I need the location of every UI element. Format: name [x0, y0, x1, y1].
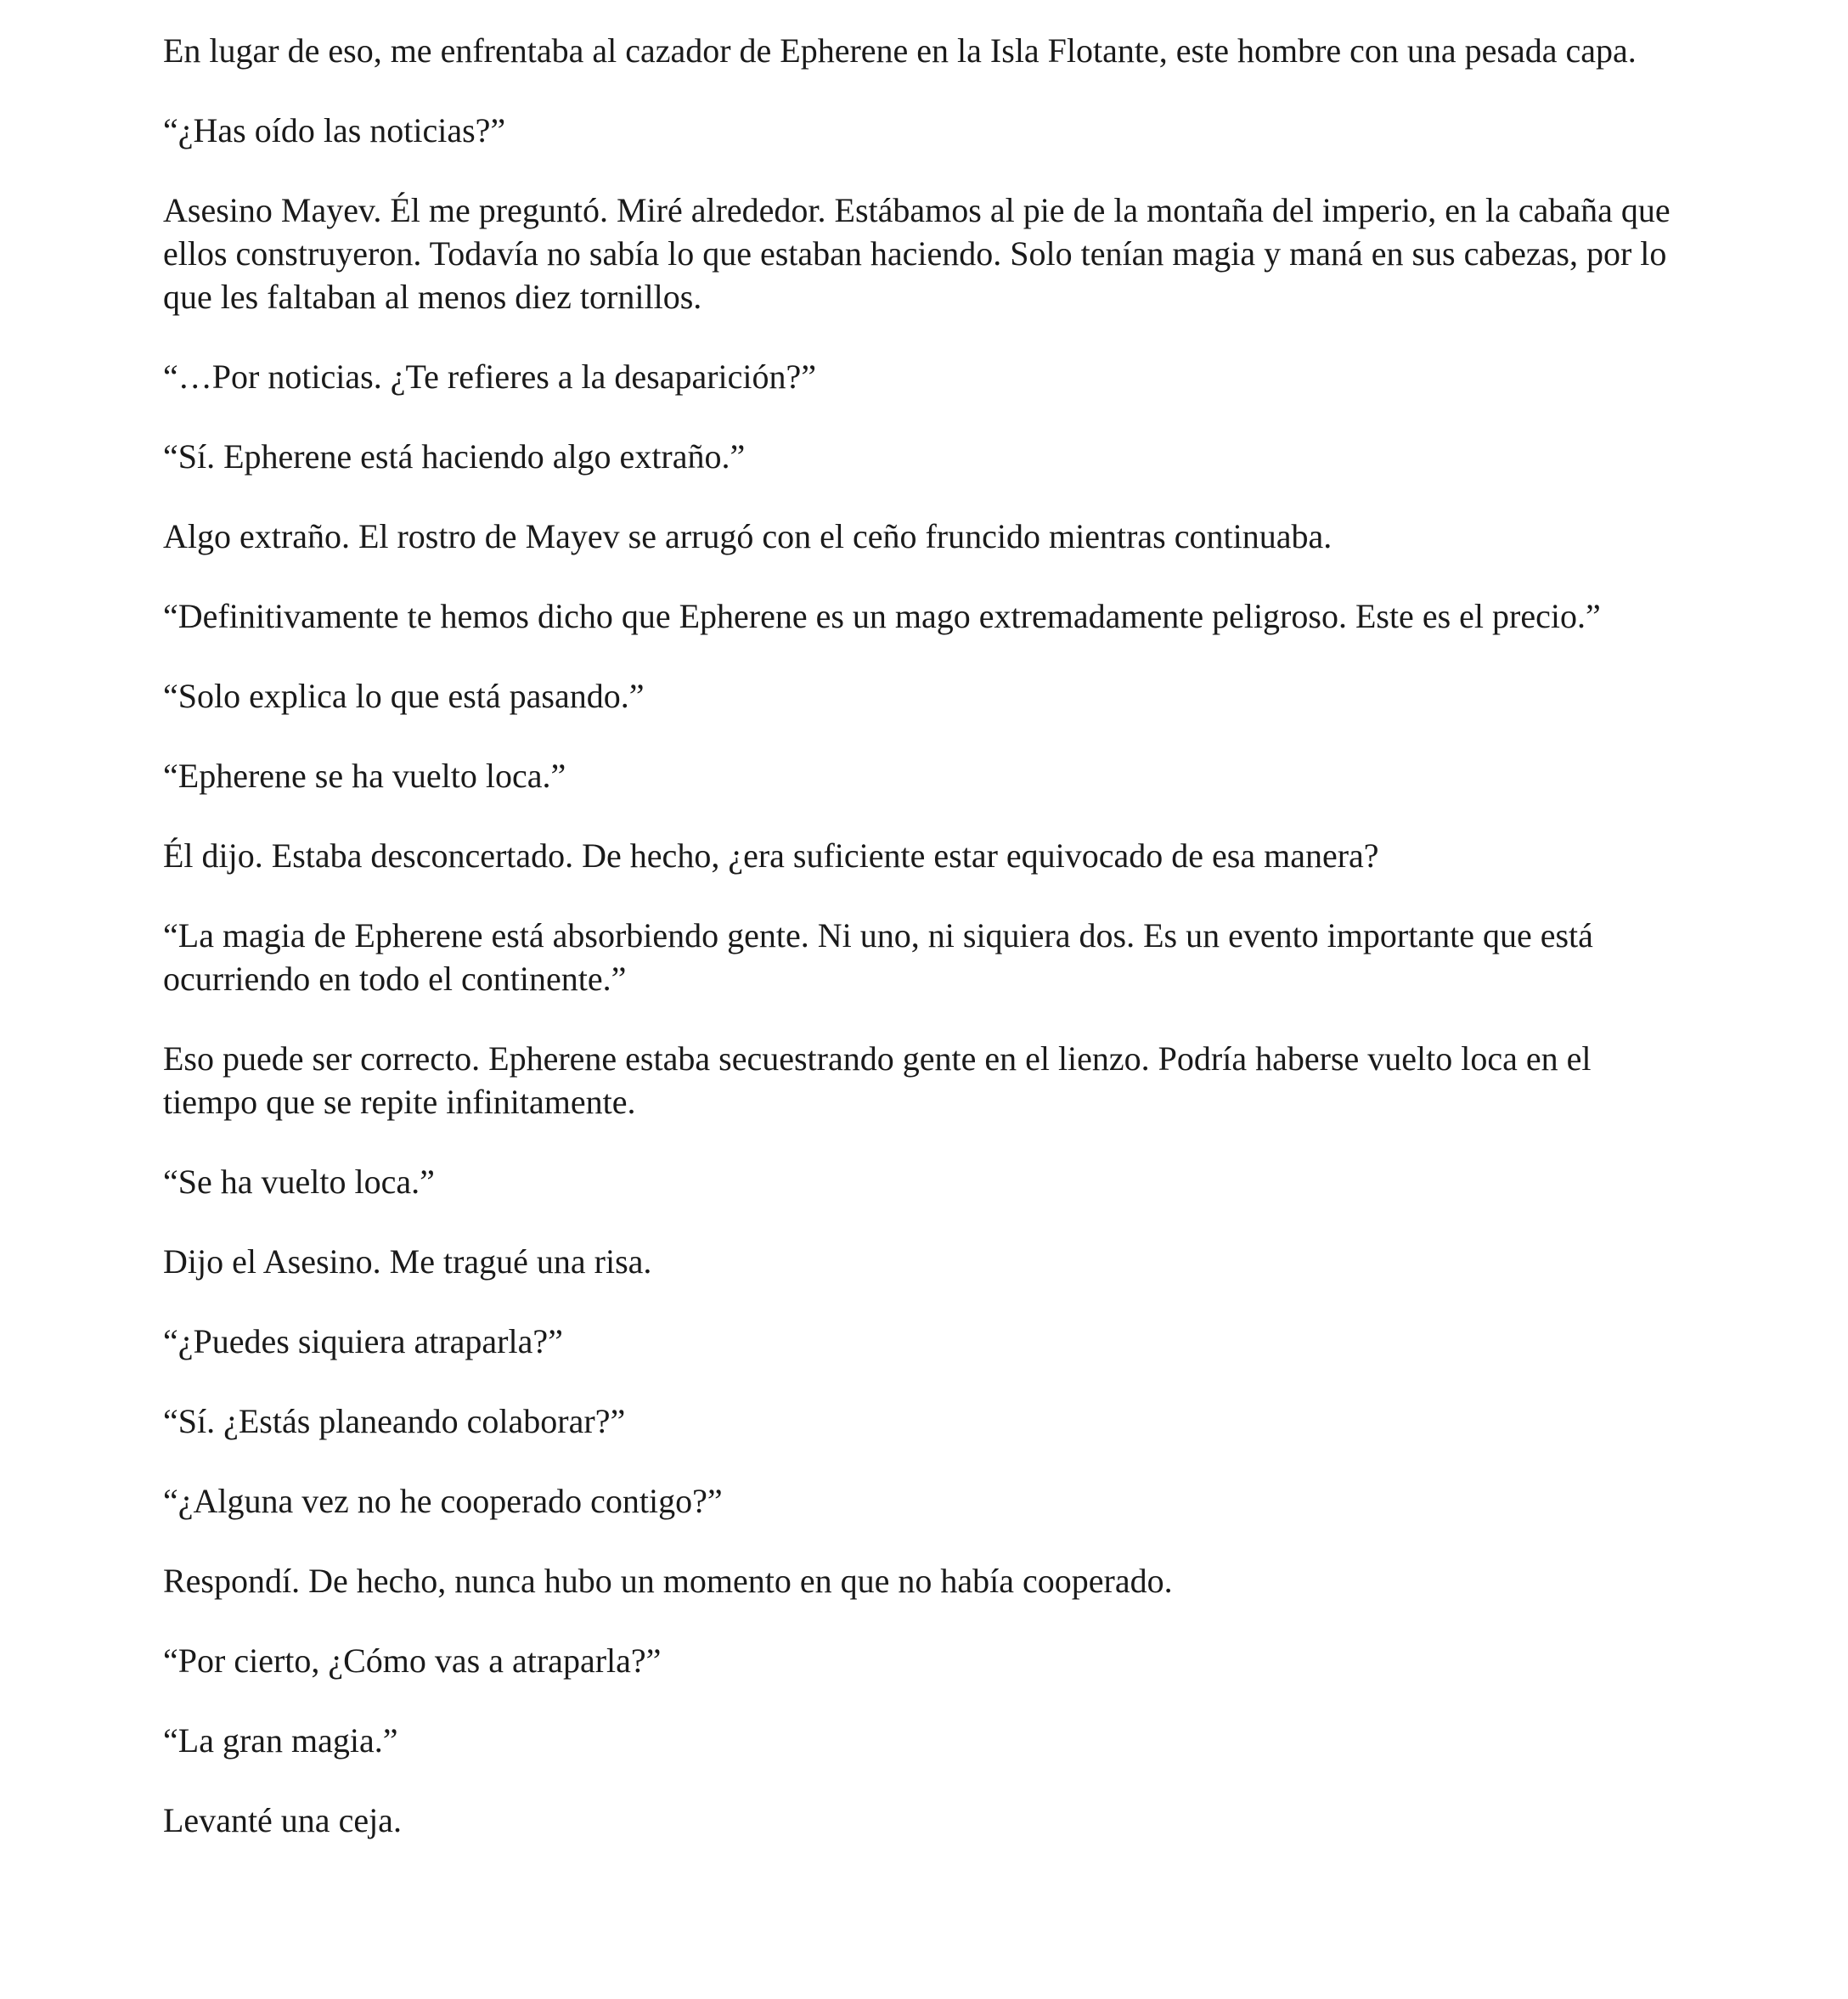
- paragraph: Eso puede ser correcto. Epherene estaba secuestrando gente en el lienzo. Podría haberse vuelto loca en el tiempo que se repite infinitamente.: [163, 1039, 1592, 1121]
- document-page: [163, 29, 1692, 1878]
- paragraph: “Se ha vuelto loca.”: [163, 1163, 435, 1201]
- paragraph: Respondí. De hecho, nunca hubo un momento en que no había cooperado.: [163, 1562, 1173, 1600]
- paragraph: En lugar de eso, me enfrentaba al cazador de Epherene en la Isla Flotante, este hombre con una pesada capa.: [163, 31, 1637, 70]
- paragraph: “La magia de Epherene está absorbiendo gente. Ni uno, ni siquiera dos. Es un evento importante que está ocurriendo en todo el continente.”: [163, 916, 1593, 998]
- paragraph: “¿Alguna vez no he cooperado contigo?”: [163, 1482, 723, 1520]
- paragraph: “La gran magia.”: [163, 1721, 398, 1760]
- paragraph: Asesino Mayev. Él me preguntó. Miré alrededor. Estábamos al pie de la montaña del imperio, en la cabaña que ellos construyeron. Todavía no sabía lo que estaban haciendo. Solo tenían magia y maná en sus cabezas, por lo que les faltaban al menos diez tornillos.: [163, 191, 1671, 316]
- paragraph: “…Por noticias. ¿Te refieres a la desaparición?”: [163, 358, 817, 396]
- paragraph: “¿Puedes siquiera atraparla?”: [163, 1322, 563, 1360]
- paragraph: Él dijo. Estaba desconcertado. De hecho, ¿era suficiente estar equivocado de esa manera?: [163, 836, 1379, 875]
- paragraph: “Por cierto, ¿Cómo vas a atraparla?”: [163, 1641, 662, 1680]
- paragraph: “Sí. ¿Estás planeando colaborar?”: [163, 1402, 626, 1440]
- paragraph: “Epherene se ha vuelto loca.”: [163, 757, 566, 795]
- paragraph: “¿Has oído las noticias?”: [163, 111, 506, 149]
- paragraph: “Definitivamente te hemos dicho que Epherene es un mago extremadamente peligroso. Este es el precio.”: [163, 597, 1601, 635]
- paragraph: “Solo explica lo que está pasando.”: [163, 677, 645, 715]
- paragraph: Dijo el Asesino. Me tragué una risa.: [163, 1242, 652, 1281]
- paragraph: “Sí. Epherene está haciendo algo extraño.”: [163, 437, 746, 476]
- paragraph: Algo extraño. El rostro de Mayev se arrugó con el ceño fruncido mientras continuaba.: [163, 517, 1332, 555]
- paragraph: Levanté una ceja.: [163, 1801, 402, 1839]
